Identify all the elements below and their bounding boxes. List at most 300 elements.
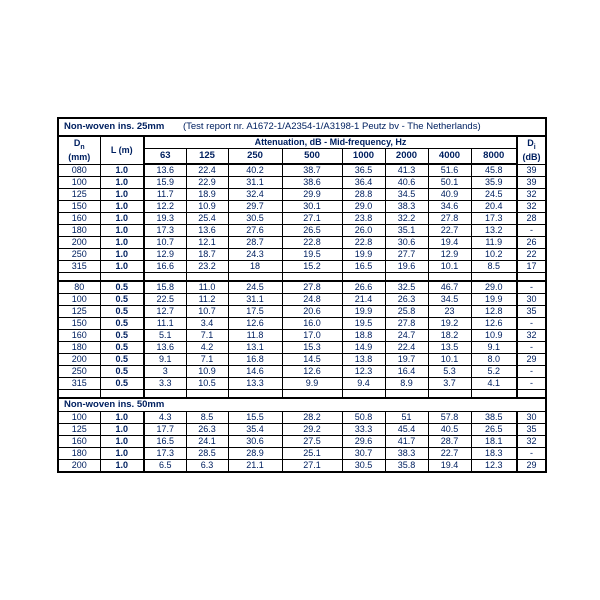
separator-cell bbox=[186, 390, 228, 399]
attenuation-value-cell: 33.3 bbox=[342, 424, 385, 436]
table-row bbox=[58, 213, 546, 225]
table-row bbox=[58, 366, 546, 378]
table-row bbox=[58, 306, 546, 318]
attenuation-value-cell: 24.3 bbox=[228, 249, 282, 261]
separator-cell bbox=[342, 390, 385, 399]
dn-cell: 200 bbox=[58, 237, 100, 249]
table-row bbox=[58, 164, 546, 177]
attenuation-value-cell: 15.8 bbox=[144, 281, 186, 294]
di-cell: - bbox=[517, 366, 546, 378]
attenuation-value-cell: 23 bbox=[428, 306, 471, 318]
attenuation-value-cell: 38.7 bbox=[282, 164, 342, 177]
dn-cell: 180 bbox=[58, 342, 100, 354]
length-cell: 0.5 bbox=[100, 330, 144, 342]
attenuation-value-cell: 28.2 bbox=[282, 412, 342, 424]
table-row bbox=[58, 261, 546, 273]
attenuation-value-cell: 14.6 bbox=[228, 366, 282, 378]
attenuation-value-cell: 19.6 bbox=[385, 261, 428, 273]
attenuation-value-cell: 22.7 bbox=[428, 448, 471, 460]
attenuation-value-cell: 4.3 bbox=[144, 412, 186, 424]
attenuation-value-cell: 11.7 bbox=[144, 189, 186, 201]
attenuation-value-cell: 3.4 bbox=[186, 318, 228, 330]
attenuation-value-cell: 30.5 bbox=[228, 213, 282, 225]
attenuation-value-cell: 16.6 bbox=[144, 261, 186, 273]
separator-cell bbox=[100, 273, 144, 282]
di-cell: - bbox=[517, 342, 546, 354]
attenuation-value-cell: 17.0 bbox=[282, 330, 342, 342]
attenuation-value-cell: 13.6 bbox=[144, 342, 186, 354]
attenuation-value-cell: 40.5 bbox=[428, 424, 471, 436]
attenuation-table-container bbox=[57, 117, 547, 473]
attenuation-value-cell: 15.3 bbox=[282, 342, 342, 354]
attenuation-value-cell: 25.8 bbox=[385, 306, 428, 318]
attenuation-value-cell: 9.1 bbox=[144, 354, 186, 366]
attenuation-value-cell: 16.0 bbox=[282, 318, 342, 330]
attenuation-value-cell: 9.4 bbox=[342, 378, 385, 390]
attenuation-value-cell: 15.2 bbox=[282, 261, 342, 273]
attenuation-value-cell: 15.9 bbox=[144, 177, 186, 189]
freq-header-125: 125 bbox=[186, 149, 228, 165]
separator-row bbox=[58, 390, 546, 399]
title-row bbox=[58, 118, 546, 136]
attenuation-value-cell: 57.8 bbox=[428, 412, 471, 424]
attenuation-value-cell: 18.8 bbox=[342, 330, 385, 342]
column-header-dn bbox=[58, 136, 100, 164]
separator-cell bbox=[471, 390, 517, 399]
di-cell: 26 bbox=[517, 237, 546, 249]
title-cell bbox=[58, 118, 546, 136]
attenuation-value-cell: 13.8 bbox=[342, 354, 385, 366]
attenuation-value-cell: 16.8 bbox=[228, 354, 282, 366]
attenuation-value-cell: 35.9 bbox=[471, 177, 517, 189]
di-cell: 32 bbox=[517, 330, 546, 342]
attenuation-value-cell: 27.1 bbox=[282, 213, 342, 225]
attenuation-value-cell: 41.3 bbox=[385, 164, 428, 177]
di-cell: 29 bbox=[517, 354, 546, 366]
attenuation-value-cell: 20.4 bbox=[471, 201, 517, 213]
freq-header-250: 250 bbox=[228, 149, 282, 165]
length-cell: 1.0 bbox=[100, 412, 144, 424]
separator-cell bbox=[228, 273, 282, 282]
attenuation-value-cell: 21.4 bbox=[342, 294, 385, 306]
separator-cell bbox=[100, 390, 144, 399]
di-cell: 32 bbox=[517, 201, 546, 213]
attenuation-value-cell: 17.3 bbox=[471, 213, 517, 225]
di-cell: 35 bbox=[517, 306, 546, 318]
length-cell: 1.0 bbox=[100, 225, 144, 237]
length-cell: 1.0 bbox=[100, 189, 144, 201]
separator-cell bbox=[471, 273, 517, 282]
attenuation-value-cell: 27.7 bbox=[385, 249, 428, 261]
table-row bbox=[58, 448, 546, 460]
attenuation-value-cell: 28.9 bbox=[228, 448, 282, 460]
attenuation-value-cell: 3.3 bbox=[144, 378, 186, 390]
di-cell: 30 bbox=[517, 294, 546, 306]
separator-cell bbox=[186, 273, 228, 282]
dn-cell: 315 bbox=[58, 378, 100, 390]
table-row bbox=[58, 424, 546, 436]
freq-header-500: 500 bbox=[282, 149, 342, 165]
attenuation-value-cell: 24.5 bbox=[228, 281, 282, 294]
table-body bbox=[58, 164, 546, 472]
attenuation-value-cell: 35.8 bbox=[385, 460, 428, 473]
attenuation-value-cell: 29.9 bbox=[282, 189, 342, 201]
table-row bbox=[58, 237, 546, 249]
attenuation-value-cell: 6.3 bbox=[186, 460, 228, 473]
attenuation-value-cell: 5.3 bbox=[428, 366, 471, 378]
separator-cell bbox=[282, 390, 342, 399]
attenuation-value-cell: 30.6 bbox=[385, 237, 428, 249]
di-cell: 22 bbox=[517, 249, 546, 261]
separator-cell bbox=[428, 273, 471, 282]
table-row bbox=[58, 342, 546, 354]
attenuation-value-cell: 32.2 bbox=[385, 213, 428, 225]
attenuation-value-cell: 11.8 bbox=[228, 330, 282, 342]
attenuation-value-cell: 31.1 bbox=[228, 294, 282, 306]
attenuation-value-cell: 22.9 bbox=[186, 177, 228, 189]
dn-cell: 160 bbox=[58, 330, 100, 342]
table-row bbox=[58, 460, 546, 473]
separator-cell bbox=[228, 390, 282, 399]
attenuation-value-cell: 14.9 bbox=[342, 342, 385, 354]
di-cell: 39 bbox=[517, 164, 546, 177]
attenuation-value-cell: 7.1 bbox=[186, 354, 228, 366]
attenuation-value-cell: 22.8 bbox=[282, 237, 342, 249]
column-header-length: L (m) bbox=[100, 136, 144, 164]
separator-cell bbox=[144, 273, 186, 282]
attenuation-value-cell: 18 bbox=[228, 261, 282, 273]
attenuation-value-cell: 32.4 bbox=[228, 189, 282, 201]
length-cell: 1.0 bbox=[100, 237, 144, 249]
separator-cell bbox=[517, 390, 546, 399]
attenuation-value-cell: 27.5 bbox=[282, 436, 342, 448]
attenuation-value-cell: 29.0 bbox=[342, 201, 385, 213]
di-cell: 28 bbox=[517, 213, 546, 225]
attenuation-value-cell: 13.6 bbox=[186, 225, 228, 237]
attenuation-value-cell: 10.1 bbox=[428, 354, 471, 366]
attenuation-value-cell: 19.9 bbox=[342, 249, 385, 261]
attenuation-value-cell: 19.4 bbox=[428, 237, 471, 249]
attenuation-value-cell: 30.5 bbox=[342, 460, 385, 473]
header-row-top bbox=[58, 136, 546, 149]
dn-cell: 160 bbox=[58, 436, 100, 448]
attenuation-value-cell: 34.5 bbox=[428, 294, 471, 306]
dn-cell: 125 bbox=[58, 189, 100, 201]
di-cell: 30 bbox=[517, 412, 546, 424]
attenuation-table bbox=[57, 117, 547, 473]
table-row bbox=[58, 189, 546, 201]
di-cell: 17 bbox=[517, 261, 546, 273]
attenuation-value-cell: 8.0 bbox=[471, 354, 517, 366]
attenuation-value-cell: 35.4 bbox=[228, 424, 282, 436]
attenuation-value-cell: 36.4 bbox=[342, 177, 385, 189]
attenuation-value-cell: 19.9 bbox=[342, 306, 385, 318]
dn-cell: 200 bbox=[58, 460, 100, 473]
attenuation-value-cell: 16.5 bbox=[342, 261, 385, 273]
di-cell: - bbox=[517, 281, 546, 294]
attenuation-value-cell: 30.6 bbox=[228, 436, 282, 448]
table-head bbox=[58, 118, 546, 164]
attenuation-value-cell: 40.2 bbox=[228, 164, 282, 177]
length-cell: 0.5 bbox=[100, 366, 144, 378]
attenuation-value-cell: 8.9 bbox=[385, 378, 428, 390]
attenuation-value-cell: 34.6 bbox=[428, 201, 471, 213]
column-header-di bbox=[517, 136, 546, 164]
freq-header-63: 63 bbox=[144, 149, 186, 165]
length-cell: 0.5 bbox=[100, 306, 144, 318]
length-cell: 0.5 bbox=[100, 281, 144, 294]
attenuation-value-cell: 6.5 bbox=[144, 460, 186, 473]
attenuation-value-cell: 51 bbox=[385, 412, 428, 424]
attenuation-value-cell: 28.7 bbox=[428, 436, 471, 448]
attenuation-value-cell: 9.1 bbox=[471, 342, 517, 354]
attenuation-value-cell: 29.7 bbox=[228, 201, 282, 213]
attenuation-value-cell: 10.1 bbox=[428, 261, 471, 273]
attenuation-value-cell: 26.5 bbox=[471, 424, 517, 436]
attenuation-value-cell: 4.2 bbox=[186, 342, 228, 354]
attenuation-value-cell: 22.7 bbox=[428, 225, 471, 237]
attenuation-value-cell: 14.5 bbox=[282, 354, 342, 366]
attenuation-value-cell: 27.8 bbox=[428, 213, 471, 225]
attenuation-value-cell: 3 bbox=[144, 366, 186, 378]
table-row bbox=[58, 177, 546, 189]
length-cell: 1.0 bbox=[100, 436, 144, 448]
table-row bbox=[58, 318, 546, 330]
dn-cell: 250 bbox=[58, 366, 100, 378]
attenuation-value-cell: 12.3 bbox=[471, 460, 517, 473]
attenuation-value-cell: 11.2 bbox=[186, 294, 228, 306]
attenuation-value-cell: 18.1 bbox=[471, 436, 517, 448]
attenuation-value-cell: 17.3 bbox=[144, 448, 186, 460]
attenuation-value-cell: 29.0 bbox=[471, 281, 517, 294]
length-cell: 1.0 bbox=[100, 448, 144, 460]
separator-cell bbox=[428, 390, 471, 399]
attenuation-value-cell: 10.9 bbox=[186, 366, 228, 378]
attenuation-value-cell: 28.5 bbox=[186, 448, 228, 460]
attenuation-value-cell: 24.5 bbox=[471, 189, 517, 201]
attenuation-value-cell: 5.1 bbox=[144, 330, 186, 342]
attenuation-value-cell: 17.7 bbox=[144, 424, 186, 436]
attenuation-value-cell: 19.7 bbox=[385, 354, 428, 366]
dn-cell: 180 bbox=[58, 225, 100, 237]
di-unit-label: (dB) bbox=[522, 152, 541, 162]
attenuation-value-cell: 16.5 bbox=[144, 436, 186, 448]
attenuation-value-cell: 34.5 bbox=[385, 189, 428, 201]
attenuation-value-cell: 26.0 bbox=[342, 225, 385, 237]
attenuation-value-cell: 8.5 bbox=[186, 412, 228, 424]
di-cell: - bbox=[517, 448, 546, 460]
attenuation-value-cell: 30.1 bbox=[282, 201, 342, 213]
attenuation-value-cell: 4.1 bbox=[471, 378, 517, 390]
attenuation-value-cell: 13.2 bbox=[471, 225, 517, 237]
attenuation-value-cell: 12.6 bbox=[228, 318, 282, 330]
length-cell: 1.0 bbox=[100, 249, 144, 261]
length-cell: 1.0 bbox=[100, 424, 144, 436]
freq-header-1000: 1000 bbox=[342, 149, 385, 165]
attenuation-value-cell: 28.7 bbox=[228, 237, 282, 249]
attenuation-value-cell: 10.9 bbox=[471, 330, 517, 342]
attenuation-value-cell: 27.8 bbox=[385, 318, 428, 330]
attenuation-value-cell: 13.5 bbox=[428, 342, 471, 354]
attenuation-value-cell: 19.3 bbox=[144, 213, 186, 225]
attenuation-value-cell: 12.9 bbox=[144, 249, 186, 261]
table-row bbox=[58, 294, 546, 306]
attenuation-value-cell: 8.5 bbox=[471, 261, 517, 273]
separator-cell bbox=[517, 273, 546, 282]
attenuation-value-cell: 35.1 bbox=[385, 225, 428, 237]
attenuation-value-cell: 10.7 bbox=[186, 306, 228, 318]
attenuation-value-cell: 12.3 bbox=[342, 366, 385, 378]
dn-cell: 100 bbox=[58, 412, 100, 424]
attenuation-value-cell: 27.6 bbox=[228, 225, 282, 237]
section-header-row bbox=[58, 398, 546, 412]
attenuation-value-cell: 11.1 bbox=[144, 318, 186, 330]
attenuation-value-cell: 36.5 bbox=[342, 164, 385, 177]
separator-cell bbox=[58, 273, 100, 282]
dn-cell: 180 bbox=[58, 448, 100, 460]
attenuation-value-cell: 12.8 bbox=[471, 306, 517, 318]
length-cell: 1.0 bbox=[100, 460, 144, 473]
attenuation-value-cell: 17.5 bbox=[228, 306, 282, 318]
attenuation-value-cell: 26.3 bbox=[385, 294, 428, 306]
di-cell: 39 bbox=[517, 177, 546, 189]
attenuation-value-cell: 29.6 bbox=[342, 436, 385, 448]
dn-cell: 80 bbox=[58, 281, 100, 294]
attenuation-value-cell: 13.6 bbox=[144, 164, 186, 177]
attenuation-value-cell: 27.1 bbox=[282, 460, 342, 473]
attenuation-value-cell: 10.7 bbox=[144, 237, 186, 249]
attenuation-value-cell: 38.5 bbox=[471, 412, 517, 424]
attenuation-value-cell: 45.8 bbox=[471, 164, 517, 177]
attenuation-value-cell: 41.7 bbox=[385, 436, 428, 448]
product-title: Non-woven ins. 25mm bbox=[64, 120, 165, 132]
separator-cell bbox=[342, 273, 385, 282]
attenuation-value-cell: 19.5 bbox=[342, 318, 385, 330]
length-cell: 1.0 bbox=[100, 164, 144, 177]
separator-cell bbox=[144, 390, 186, 399]
dn-cell: 100 bbox=[58, 177, 100, 189]
test-report-reference: (Test report nr. A1672-1/A2354-1/A3198-1 Peutz bv - The Netherlands) bbox=[182, 120, 481, 132]
di-subscript: i bbox=[533, 143, 536, 151]
attenuation-value-cell: 7.1 bbox=[186, 330, 228, 342]
attenuation-value-cell: 20.6 bbox=[282, 306, 342, 318]
dn-unit-label: (mm) bbox=[68, 152, 91, 162]
attenuation-value-cell: 25.1 bbox=[282, 448, 342, 460]
attenuation-value-cell: 23.8 bbox=[342, 213, 385, 225]
attenuation-value-cell: 11.9 bbox=[471, 237, 517, 249]
attenuation-value-cell: 19.5 bbox=[282, 249, 342, 261]
di-cell: - bbox=[517, 378, 546, 390]
separator-cell bbox=[58, 390, 100, 399]
length-cell: 0.5 bbox=[100, 318, 144, 330]
attenuation-value-cell: 51.6 bbox=[428, 164, 471, 177]
attenuation-value-cell: 26.3 bbox=[186, 424, 228, 436]
attenuation-value-cell: 18.9 bbox=[186, 189, 228, 201]
attenuation-value-cell: 12.7 bbox=[144, 306, 186, 318]
attenuation-value-cell: 23.2 bbox=[186, 261, 228, 273]
attenuation-value-cell: 5.2 bbox=[471, 366, 517, 378]
attenuation-value-cell: 21.1 bbox=[228, 460, 282, 473]
attenuation-value-cell: 18.2 bbox=[428, 330, 471, 342]
length-cell: 1.0 bbox=[100, 201, 144, 213]
di-cell: 29 bbox=[517, 460, 546, 473]
attenuation-value-cell: 38.3 bbox=[385, 448, 428, 460]
attenuation-value-cell: 12.1 bbox=[186, 237, 228, 249]
di-label: D bbox=[527, 138, 534, 149]
attenuation-value-cell: 9.9 bbox=[282, 378, 342, 390]
attenuation-value-cell: 25.4 bbox=[186, 213, 228, 225]
attenuation-value-cell: 29.2 bbox=[282, 424, 342, 436]
dn-cell: 150 bbox=[58, 201, 100, 213]
dn-cell: 080 bbox=[58, 164, 100, 177]
di-cell: 35 bbox=[517, 424, 546, 436]
attenuation-value-cell: 50.1 bbox=[428, 177, 471, 189]
attenuation-value-cell: 22.4 bbox=[186, 164, 228, 177]
attenuation-value-cell: 31.1 bbox=[228, 177, 282, 189]
di-cell: - bbox=[517, 225, 546, 237]
attenuation-value-cell: 46.7 bbox=[428, 281, 471, 294]
attenuation-value-cell: 28.8 bbox=[342, 189, 385, 201]
attenuation-value-cell: 11.0 bbox=[186, 281, 228, 294]
attenuation-value-cell: 24.1 bbox=[186, 436, 228, 448]
dn-cell: 125 bbox=[58, 424, 100, 436]
attenuation-value-cell: 24.8 bbox=[282, 294, 342, 306]
table-row bbox=[58, 249, 546, 261]
dn-cell: 125 bbox=[58, 306, 100, 318]
table-row bbox=[58, 436, 546, 448]
separator-cell bbox=[385, 273, 428, 282]
dn-cell: 100 bbox=[58, 294, 100, 306]
table-row bbox=[58, 225, 546, 237]
attenuation-value-cell: 19.9 bbox=[471, 294, 517, 306]
attenuation-value-cell: 27.8 bbox=[282, 281, 342, 294]
freq-header-4000: 4000 bbox=[428, 149, 471, 165]
separator-cell bbox=[282, 273, 342, 282]
dn-cell: 200 bbox=[58, 354, 100, 366]
attenuation-value-cell: 3.7 bbox=[428, 378, 471, 390]
attenuation-value-cell: 26.5 bbox=[282, 225, 342, 237]
di-cell: 32 bbox=[517, 189, 546, 201]
attenuation-value-cell: 10.2 bbox=[471, 249, 517, 261]
attenuation-value-cell: 19.2 bbox=[428, 318, 471, 330]
di-cell: 32 bbox=[517, 436, 546, 448]
attenuation-value-cell: 45.4 bbox=[385, 424, 428, 436]
attenuation-value-cell: 30.7 bbox=[342, 448, 385, 460]
table-row bbox=[58, 378, 546, 390]
dn-cell: 160 bbox=[58, 213, 100, 225]
length-cell: 0.5 bbox=[100, 294, 144, 306]
length-cell: 0.5 bbox=[100, 354, 144, 366]
dn-subscript: n bbox=[80, 143, 85, 151]
attenuation-value-cell: 13.1 bbox=[228, 342, 282, 354]
table-row bbox=[58, 330, 546, 342]
attenuation-value-cell: 12.6 bbox=[282, 366, 342, 378]
attenuation-value-cell: 24.7 bbox=[385, 330, 428, 342]
attenuation-value-cell: 15.5 bbox=[228, 412, 282, 424]
attenuation-value-cell: 38.6 bbox=[282, 177, 342, 189]
table-row bbox=[58, 201, 546, 213]
separator-cell bbox=[385, 390, 428, 399]
attenuation-value-cell: 13.3 bbox=[228, 378, 282, 390]
length-cell: 1.0 bbox=[100, 213, 144, 225]
attenuation-value-cell: 22.4 bbox=[385, 342, 428, 354]
attenuation-value-cell: 10.5 bbox=[186, 378, 228, 390]
table-row bbox=[58, 412, 546, 424]
column-header-attenuation: Attenuation, dB - Mid-frequency, Hz bbox=[144, 136, 517, 149]
attenuation-value-cell: 22.5 bbox=[144, 294, 186, 306]
length-cell: 1.0 bbox=[100, 261, 144, 273]
di-cell: - bbox=[517, 318, 546, 330]
